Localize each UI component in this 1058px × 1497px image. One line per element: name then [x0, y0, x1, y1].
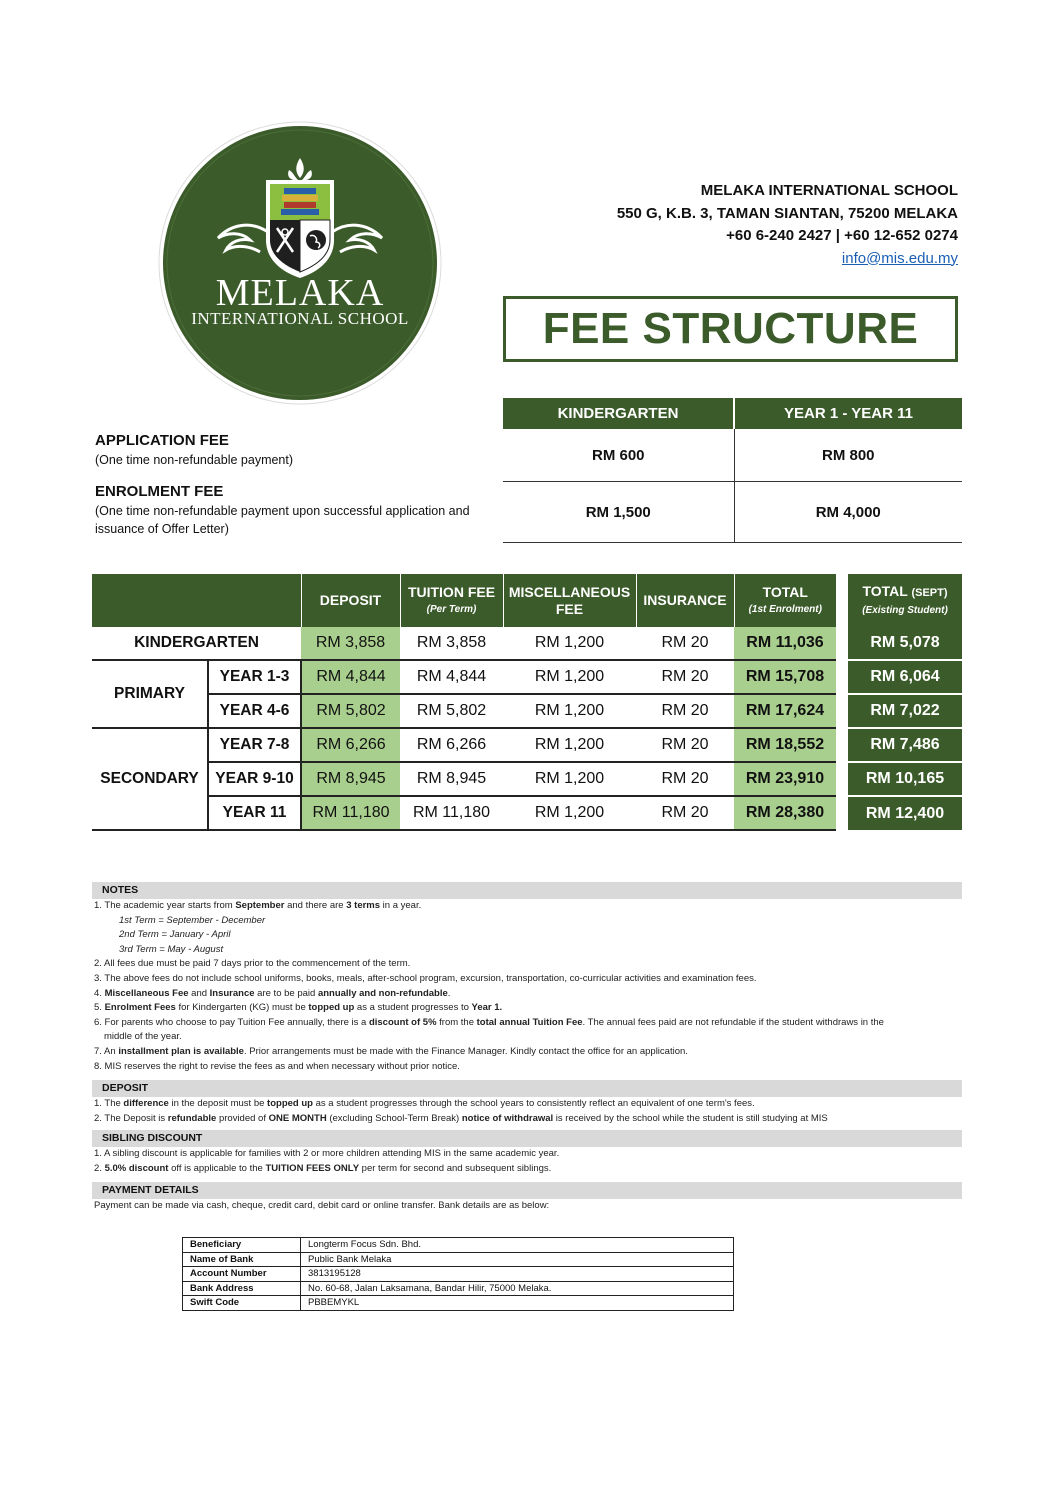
year-cell: YEAR 9-10 [208, 762, 301, 796]
total-cell: RM 23,910 [734, 762, 836, 796]
misc-cell: RM 1,200 [503, 796, 636, 830]
note-8: 8. MIS reserves the right to revise the fees as and when necessary without prior notice. [94, 1060, 460, 1072]
total-sept-cell: RM 12,400 [848, 796, 962, 830]
sibling-note-1: 1. A sibling discount is applicable for families with 2 or more children attending MIS in the same academic year. [94, 1148, 560, 1159]
payment-intro: Payment can be made via cash, cheque, credit card, debit card or online transfer. Bank details are as below: [94, 1200, 550, 1211]
bank-key: Name of Bank [183, 1252, 301, 1267]
table-row [183, 1281, 734, 1296]
sibling-list [94, 1147, 954, 1176]
note-7: 7. An installment plan is available. Prior arrangements must be made with the Finance Manager. Kindly contact the office for an application. [94, 1045, 688, 1057]
header-total-sept-sub: (Existing Student) [862, 604, 948, 616]
tuition-cell: RM 5,802 [400, 694, 503, 728]
column-gap [836, 796, 848, 830]
group-kindergarten: KINDERGARTEN [92, 627, 301, 660]
tuition-cell: RM 11,180 [400, 796, 503, 830]
header-tuition-sub: (Per Term) [426, 603, 477, 615]
insurance-cell: RM 20 [636, 796, 734, 830]
header-blank [92, 574, 301, 627]
total-sept-cell: RM 10,165 [848, 762, 962, 796]
table-row [183, 1238, 734, 1253]
deposit-cell: RM 11,180 [301, 796, 400, 830]
insurance-cell: RM 20 [636, 660, 734, 694]
misc-cell: RM 1,200 [503, 762, 636, 796]
enrolment-fee-label: ENROLMENT FEE [95, 483, 224, 500]
deposit-cell: RM 5,802 [301, 694, 400, 728]
group-primary: PRIMARY [92, 660, 208, 728]
note-5: 5. Enrolment Fees for Kindergarten (KG) must be topped up as a student progresses to Year 1. [94, 1002, 503, 1014]
bank-value: Longterm Focus Sdn. Bhd. [301, 1238, 734, 1253]
header-total-label: TOTAL [762, 583, 808, 600]
total-cell: RM 15,708 [734, 660, 836, 694]
application-fee-year1-11: RM 800 [734, 429, 962, 482]
deposit-note-2: 2. The Deposit is refundable provided of ONE MONTH (excluding School-Term Break) notice of withdrawal is received by the school while the student is still studying at MIS [94, 1112, 828, 1124]
deposit-cell: RM 3,858 [301, 627, 400, 660]
bank-key: Bank Address [183, 1281, 301, 1296]
bank-key: Beneficiary [183, 1238, 301, 1253]
insurance-cell: RM 20 [636, 627, 734, 660]
note-1: 1. The academic year starts from September and there are 3 terms in a year. [94, 900, 422, 911]
year-cell: YEAR 7-8 [208, 728, 301, 762]
column-gap [836, 762, 848, 796]
year-cell: YEAR 4-6 [208, 694, 301, 728]
note-3: 3. The above fees do not include school uniforms, books, meals, after-school program, excursion, transportation, co-curricular activities and examination fees. [94, 972, 757, 984]
bank-value: PBBEMYKL [301, 1296, 734, 1311]
table-row [503, 429, 962, 482]
column-gap [836, 728, 848, 762]
enrolment-fee-note: (One time non-refundable payment upon successful application and issuance of Offer Letter) [95, 504, 470, 536]
application-fee-label-block [95, 432, 495, 469]
column-gap [836, 574, 848, 627]
page-title: FEE STRUCTURE [542, 304, 919, 353]
table-row [183, 1267, 734, 1282]
insurance-cell: RM 20 [636, 694, 734, 728]
note-term-3: 3rd Term = May - August [119, 943, 224, 955]
enrolment-fee-year1-11: RM 4,000 [734, 482, 962, 543]
note-term-1: 1st Term = September - December [119, 914, 266, 926]
total-cell: RM 18,552 [734, 728, 836, 762]
tuition-fee-table [92, 574, 962, 831]
total-cell: RM 17,624 [734, 694, 836, 728]
tuition-cell: RM 6,266 [400, 728, 503, 762]
note-6: 6. For parents who choose to pay Tuition Fee annually, there is a discount of 5% from the total annual Tuition Fee. The annual fees paid are not refundable if the student withdraws in the [94, 1016, 884, 1028]
application-fee-label: APPLICATION FEE [95, 432, 229, 449]
column-gap [836, 694, 848, 728]
header-misc: MISCELLANEOUS FEE [503, 574, 636, 627]
bank-value: Public Bank Melaka [301, 1252, 734, 1267]
table-row-year7-8 [92, 728, 962, 762]
table-row-year11 [92, 796, 962, 830]
total-sept-cell: RM 7,486 [848, 728, 962, 762]
bank-key: Swift Code [183, 1296, 301, 1311]
bank-key: Account Number [183, 1267, 301, 1282]
year-cell: YEAR 11 [208, 796, 301, 830]
column-gap [836, 660, 848, 694]
insurance-cell: RM 20 [636, 762, 734, 796]
header-tuition-label: TUITION FEE [407, 583, 496, 600]
bank-details-table [182, 1237, 734, 1311]
deposit-cell: RM 6,266 [301, 728, 400, 762]
total-sept-cell: RM 5,078 [848, 627, 962, 660]
header-year1-11: YEAR 1 - YEAR 11 [734, 398, 962, 429]
table-row [183, 1296, 734, 1311]
header-insurance: INSURANCE [636, 574, 734, 627]
notes-heading: NOTES [92, 882, 962, 899]
deposit-cell: RM 8,945 [301, 762, 400, 796]
total-cell: RM 28,380 [734, 796, 836, 830]
deposit-heading: DEPOSIT [92, 1080, 962, 1097]
tuition-cell: RM 4,844 [400, 660, 503, 694]
title-box [503, 296, 958, 362]
logo-text-school: INTERNATIONAL SCHOOL [191, 309, 409, 328]
table-row-year1-3 [92, 660, 962, 694]
header-kindergarten: KINDERGARTEN [503, 398, 734, 429]
enrolment-fee-label-block [95, 483, 485, 538]
year-cell: YEAR 1-3 [208, 660, 301, 694]
total-cell: RM 11,036 [734, 627, 836, 660]
header-tuition [400, 574, 503, 627]
payment-heading: PAYMENT DETAILS [92, 1182, 962, 1199]
insurance-cell: RM 20 [636, 728, 734, 762]
application-fee-note: (One time non-refundable payment) [95, 453, 294, 467]
table-row [503, 482, 962, 543]
sibling-heading: SIBLING DISCOUNT [92, 1130, 962, 1147]
misc-cell: RM 1,200 [503, 728, 636, 762]
note-4: 4. Miscellaneous Fee and Insurance are to be paid annually and non-refundable. [94, 987, 451, 999]
tuition-cell: RM 3,858 [400, 627, 503, 660]
misc-cell: RM 1,200 [503, 627, 636, 660]
one-time-fee-table [503, 398, 962, 543]
header-total [734, 574, 836, 627]
misc-cell: RM 1,200 [503, 694, 636, 728]
deposit-note-1: 1. The difference in the deposit must be topped up as a student progresses through the school years to consistently reflect an equivalent of one term's fees. [94, 1098, 755, 1109]
group-secondary: SECONDARY [92, 728, 208, 830]
header-total-sept [848, 574, 962, 627]
column-gap [836, 627, 848, 660]
school-name: MELAKA INTERNATIONAL SCHOOL [700, 182, 958, 199]
deposit-cell: RM 4,844 [301, 660, 400, 694]
school-phones: +60 6-240 2427 | +60 12-652 0274 [726, 227, 958, 244]
enrolment-fee-kindergarten: RM 1,500 [503, 482, 734, 543]
header-total-sub: (1st Enrolment) [748, 603, 822, 615]
note-term-2: 2nd Term = January - April [119, 929, 231, 941]
bank-value: No. 60-68, Jalan Laksamana, Bandar Hilir, 75000 Melaka. [301, 1281, 734, 1296]
logo-text-melaka: MELAKA [215, 272, 385, 314]
note-6-cont: middle of the year. [104, 1031, 182, 1043]
school-address: 550 G, K.B. 3, TAMAN SIANTAN, 75200 MELAKA [616, 204, 958, 222]
table-row-year9-10 [92, 762, 962, 796]
sibling-note-2: 2. 5.0% discount off is applicable to the TUITION FEES ONLY per term for second and subsequent siblings. [94, 1162, 552, 1174]
header-total-sept-suffix: (SEPT) [911, 586, 948, 599]
contact-block [617, 180, 958, 270]
total-sept-cell: RM 7,022 [848, 694, 962, 728]
table-row-kindergarten [92, 627, 962, 660]
header-deposit: DEPOSIT [301, 574, 400, 627]
total-sept-cell: RM 6,064 [848, 660, 962, 694]
note-2: 2. All fees due must be paid 7 days prior to the commencement of the term. [94, 958, 411, 970]
bank-value: 3813195128 [301, 1267, 734, 1282]
school-logo [150, 120, 450, 410]
table-row-year4-6 [92, 694, 962, 728]
misc-cell: RM 1,200 [503, 660, 636, 694]
header-total-sept-label: TOTAL [862, 582, 908, 599]
deposit-list [94, 1097, 954, 1126]
notes-list [94, 899, 954, 1074]
application-fee-kindergarten: RM 600 [503, 429, 734, 482]
school-email-link[interactable]: info@mis.edu.my [841, 249, 958, 267]
table-row [183, 1252, 734, 1267]
tuition-cell: RM 8,945 [400, 762, 503, 796]
